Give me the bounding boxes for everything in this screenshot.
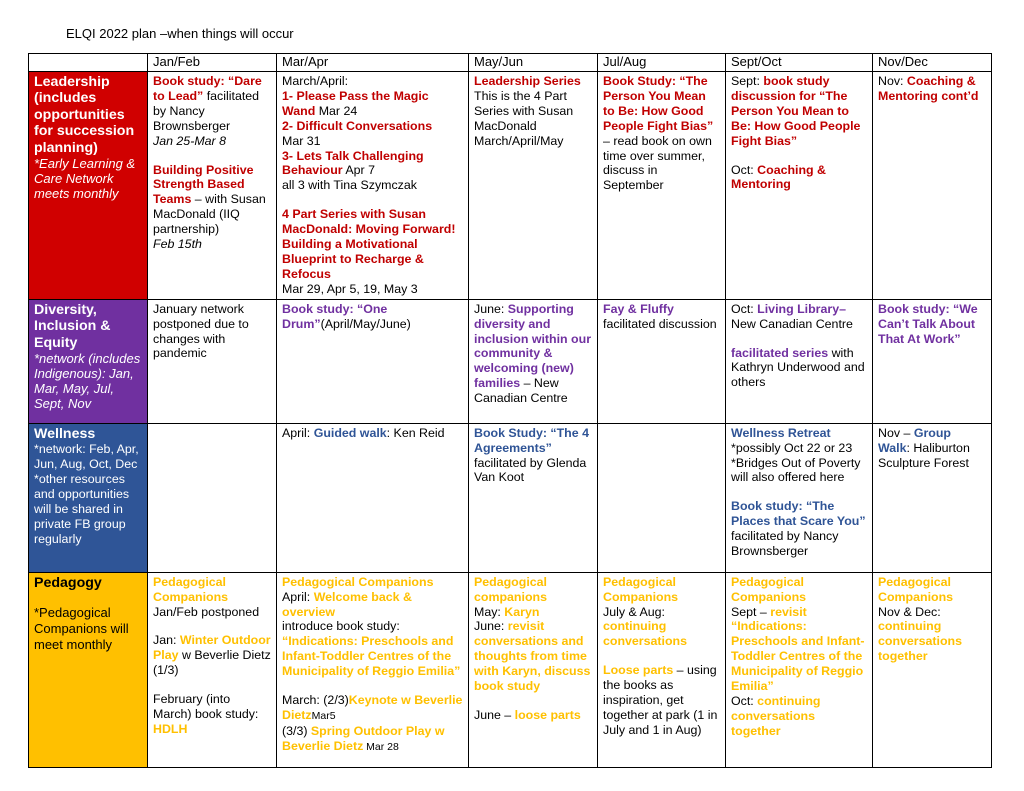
row-wellness <box>29 423 992 572</box>
leadership-novdec <box>873 72 992 300</box>
pedagogy-julaug-months: July & Aug: <box>603 604 665 619</box>
wellness-mayjun <box>469 423 598 572</box>
pedagogy-marapr-mar28: Mar 28 <box>363 740 399 753</box>
pedagogy-marapr-spring: Spring Outdoor Play w Beverlie Dietz <box>282 723 445 753</box>
wellness-note2: *other resources and opportunities will be shared in private FB group regularly <box>34 471 130 546</box>
leadership-septoct <box>726 72 873 300</box>
row-leadership <box>29 72 992 300</box>
pedagogy-note: *Pedagogical Companions will meet monthly <box>34 605 129 653</box>
leadership-marapr-series-dates: Mar 29, Apr 5, 19, May 3 <box>282 281 418 296</box>
pedagogy-mayjun <box>469 572 598 767</box>
pedagogy-janfeb-hdlh: HDLH <box>153 721 188 736</box>
diversity-marapr-months: (April/May/June) <box>320 316 411 331</box>
pedagogy-janfeb-with: w Beverlie Dietz (1/3) <box>153 648 271 678</box>
plan-table <box>28 53 992 768</box>
leadership-note: *Early Learning & Care Network meets monthly <box>34 156 136 202</box>
wellness-marapr <box>277 423 469 572</box>
pedagogy-mayjun-may: May: <box>474 604 505 619</box>
leadership-janfeb-dates: Jan 25-Mar 8 <box>153 133 227 148</box>
leadership-janfeb <box>148 72 277 300</box>
diversity-mayjun-june: June: <box>474 301 508 316</box>
pedagogy-septoct-oct: Oct: <box>731 693 758 708</box>
label-diversity <box>29 299 148 423</box>
pedagogy-janfeb-title: Pedagogical Companions <box>153 574 229 604</box>
wellness-septoct-date: *possibly Oct 22 or 23 <box>731 440 853 455</box>
pedagogy-novdec <box>873 572 992 767</box>
pedagogy-label: Pedagogy <box>34 574 102 591</box>
pedagogy-septoct-sept: Sept – <box>731 604 771 619</box>
diversity-julaug <box>598 299 726 423</box>
pedagogy-julaug-continuing: continuing conversations <box>603 619 688 649</box>
header-septoct: Sept/Oct <box>726 54 873 72</box>
diversity-novdec <box>873 299 992 423</box>
diversity-septoct-oct: Oct: <box>731 301 758 316</box>
wellness-marapr-walk: Guided walk <box>313 425 387 440</box>
wellness-mayjun-book: Book Study: “The 4 Agreements” <box>474 425 589 455</box>
diversity-novdec-book: Book study <box>878 301 946 316</box>
pedagogy-mayjun-loose: loose parts <box>514 707 581 722</box>
diversity-septoct-with: with Kathryn Underwood and others <box>731 345 865 390</box>
pedagogy-novdec-months: Nov & Dec: <box>878 604 941 619</box>
wellness-novdec <box>873 423 992 572</box>
leadership-marapr-s2-date: Mar 31 <box>282 133 321 148</box>
pedagogy-novdec-continuing: continuing conversations together <box>878 619 963 664</box>
header-novdec: Nov/Dec <box>873 54 992 72</box>
leadership-marapr-s1: 1- Please Pass the Magic Wand <box>282 88 429 118</box>
pedagogy-marapr-april: April: <box>282 589 314 604</box>
wellness-mayjun-facilitator: facilitated by Glenda Van Koot <box>474 455 587 485</box>
wellness-septoct-bridges: *Bridges Out of Poverty will also offered here <box>731 455 861 485</box>
diversity-marapr-book: Book study: “One Drum” <box>282 301 388 331</box>
leadership-marapr-s1-date: Mar 24 <box>315 103 358 118</box>
pedagogy-julaug-title: Pedagogical Companions <box>603 574 679 604</box>
header-julaug: Jul/Aug <box>598 54 726 72</box>
leadership-septoct-coaching: Coaching & Mentoring <box>731 162 827 192</box>
pedagogy-marapr-mar5: Mar5 <box>311 709 336 722</box>
wellness-novdec-nov: Nov – <box>878 425 914 440</box>
diversity-novdec-title: : “We Can’t Talk About That At Work” <box>878 301 978 346</box>
header-mayjun: May/Jun <box>469 54 598 72</box>
diversity-note: *network (includes Indigenous): Jan, Mar, May, Jul, Sept, Nov <box>34 350 141 411</box>
leadership-septoct-oct: Oct: <box>731 162 758 177</box>
leadership-label: Leadership (includes opportunities for succession planning) <box>34 74 135 156</box>
pedagogy-mayjun-revisit: revisit conversations and thoughts from time with Karyn, discuss book study <box>474 619 591 694</box>
row-pedagogy <box>29 572 992 767</box>
diversity-janfeb-text: January network postponed due to changes with pandemic <box>153 301 249 361</box>
pedagogy-janfeb-postponed: Jan/Feb postponed <box>153 604 260 619</box>
diversity-mayjun <box>469 299 598 423</box>
header-row <box>29 54 992 72</box>
leadership-janfeb-book: Book study: “Dare to Lead” <box>153 74 262 103</box>
leadership-marapr-s2: 2- Difficult Conversations <box>282 118 433 133</box>
wellness-label: Wellness <box>34 425 96 442</box>
leadership-janfeb-date: Feb 15th <box>153 237 202 252</box>
diversity-septoct <box>726 299 873 423</box>
wellness-septoct-retreat: Wellness Retreat <box>731 425 831 440</box>
pedagogy-julaug-loose: Loose parts <box>603 663 674 678</box>
wellness-septoct-facilitator: facilitated by Nancy Brownsberger <box>731 529 839 559</box>
diversity-marapr <box>277 299 469 423</box>
leadership-novdec-nov: Nov: <box>878 74 907 88</box>
wellness-septoct <box>726 423 873 572</box>
diversity-julaug-desc: facilitated discussion <box>603 316 717 331</box>
pedagogy-janfeb-winter: Winter Outdoor Play <box>153 633 271 663</box>
label-wellness <box>29 423 148 572</box>
pedagogy-marapr-march: March: (2/3) <box>282 693 349 708</box>
leadership-janfeb-facilitator: facilitated by Nancy Brownsberger <box>153 88 260 133</box>
pedagogy-novdec-title: Pedagogical Companions <box>878 574 954 604</box>
leadership-julaug-desc: – read book on own time over summer, discuss in September <box>603 133 712 193</box>
leadership-mayjun-title: Leadership Series <box>474 74 581 88</box>
leadership-janfeb-teams: Building Positive Strength Based Teams <box>153 162 254 207</box>
document-title: ELQI 2022 plan –when things will occur <box>66 26 294 41</box>
leadership-marapr-s3-date: Apr 7 <box>342 163 375 178</box>
pedagogy-marapr-indications: “Indications: Preschools and Infant-Toddler Centres of the Municipality of Reggio Emilia” <box>282 634 461 679</box>
pedagogy-mayjun-title: Pedagogical companions <box>474 574 547 604</box>
leadership-mayjun-desc: This is the 4 Part Series with Susan MacDonald March/April/May <box>474 88 574 148</box>
leadership-janfeb-with: – with Susan MacDonald (IIQ partnership) <box>153 192 266 237</box>
pedagogy-janfeb <box>148 572 277 767</box>
leadership-marapr-tina: all 3 with Tina Szymczak <box>282 178 417 193</box>
pedagogy-julaug <box>598 572 726 767</box>
diversity-mayjun-topic: Supporting diversity and inclusion within our community & welcoming (new) families <box>474 301 592 391</box>
pedagogy-marapr-title: Pedagogical Companions <box>282 574 434 589</box>
wellness-marapr-leader: : Ken Reid <box>386 425 445 440</box>
row-diversity <box>29 299 992 423</box>
diversity-septoct-series: facilitated series <box>731 345 829 360</box>
pedagogy-septoct-revisit: revisit “Indications: Preschools and Infant-Toddler Centres of the Municipality of Reggio Emilia” <box>731 604 865 694</box>
leadership-marapr-series: 4 Part Series with Susan MacDonald: Moving Forward! Building a Motivational Blueprint to Recharge & Refocus <box>282 207 456 281</box>
leadership-julaug-book: Book Study: “The Person You Mean to Be: How Good People Fight Bias” <box>603 74 714 133</box>
pedagogy-janfeb-jan: Jan: <box>153 633 180 648</box>
pedagogy-marapr-third: (3/3) <box>282 723 311 738</box>
pedagogy-marapr-welcome: Welcome back & overview <box>282 589 412 619</box>
pedagogy-marapr-introduce: introduce book study: <box>282 619 400 634</box>
header-marapr: Mar/Apr <box>277 54 469 72</box>
pedagogy-janfeb-feb: February (into March) book study: <box>153 692 259 722</box>
leadership-septoct-book: book study discussion for “The Person You Mean to Be: How Good People Fight Bias” <box>731 74 861 148</box>
pedagogy-marapr <box>277 572 469 767</box>
leadership-marapr-s3: 3- Lets Talk Challenging Behaviour <box>282 148 424 178</box>
wellness-janfeb <box>148 423 277 572</box>
wellness-julaug <box>598 423 726 572</box>
diversity-julaug-title: Fay & Fluffy <box>603 301 674 316</box>
wellness-novdec-walk: Group Walk <box>878 425 951 455</box>
diversity-septoct-ncc: New Canadian Centre <box>731 316 853 331</box>
diversity-mayjun-ncc: – New Canadian Centre <box>474 376 568 406</box>
header-janfeb: Jan/Feb <box>148 54 277 72</box>
wellness-septoct-book: Book study: “The Places that Scare You” <box>731 499 866 529</box>
pedagogy-mayjun-june: June: <box>474 619 508 634</box>
wellness-novdec-place: : Haliburton Sculpture Forest <box>878 440 970 470</box>
pedagogy-septoct-title: Pedagogical Companions <box>731 574 807 604</box>
leadership-marapr-intro: March/April: <box>282 74 349 88</box>
pedagogy-mayjun-karyn: Karyn <box>504 604 540 619</box>
leadership-julaug <box>598 72 726 300</box>
pedagogy-marapr-keynote: Keynote w Beverlie Dietz <box>282 693 463 722</box>
wellness-marapr-april: April: <box>282 425 314 440</box>
label-pedagogy <box>29 572 148 767</box>
leadership-mayjun <box>469 72 598 300</box>
label-leadership <box>29 72 148 300</box>
leadership-marapr <box>277 72 469 300</box>
header-blank <box>29 54 148 72</box>
diversity-label: Diversity, Inclusion & Equity <box>34 301 111 351</box>
pedagogy-septoct-continuing: continuing conversations together <box>731 693 821 738</box>
leadership-novdec-coaching: Coaching & Mentoring cont’d <box>878 74 979 103</box>
pedagogy-septoct <box>726 572 873 767</box>
leadership-septoct-sept: Sept: <box>731 74 764 88</box>
pedagogy-mayjun-june2: June – <box>474 707 515 722</box>
pedagogy-julaug-desc: – using the books as inspiration, get together at park (1 in July and 1 in Aug) <box>603 663 718 737</box>
wellness-note: *network: Feb, Apr, Jun, Aug, Oct, Dec <box>34 442 139 471</box>
diversity-janfeb <box>148 299 277 423</box>
diversity-septoct-library: Living Library– <box>757 301 846 316</box>
